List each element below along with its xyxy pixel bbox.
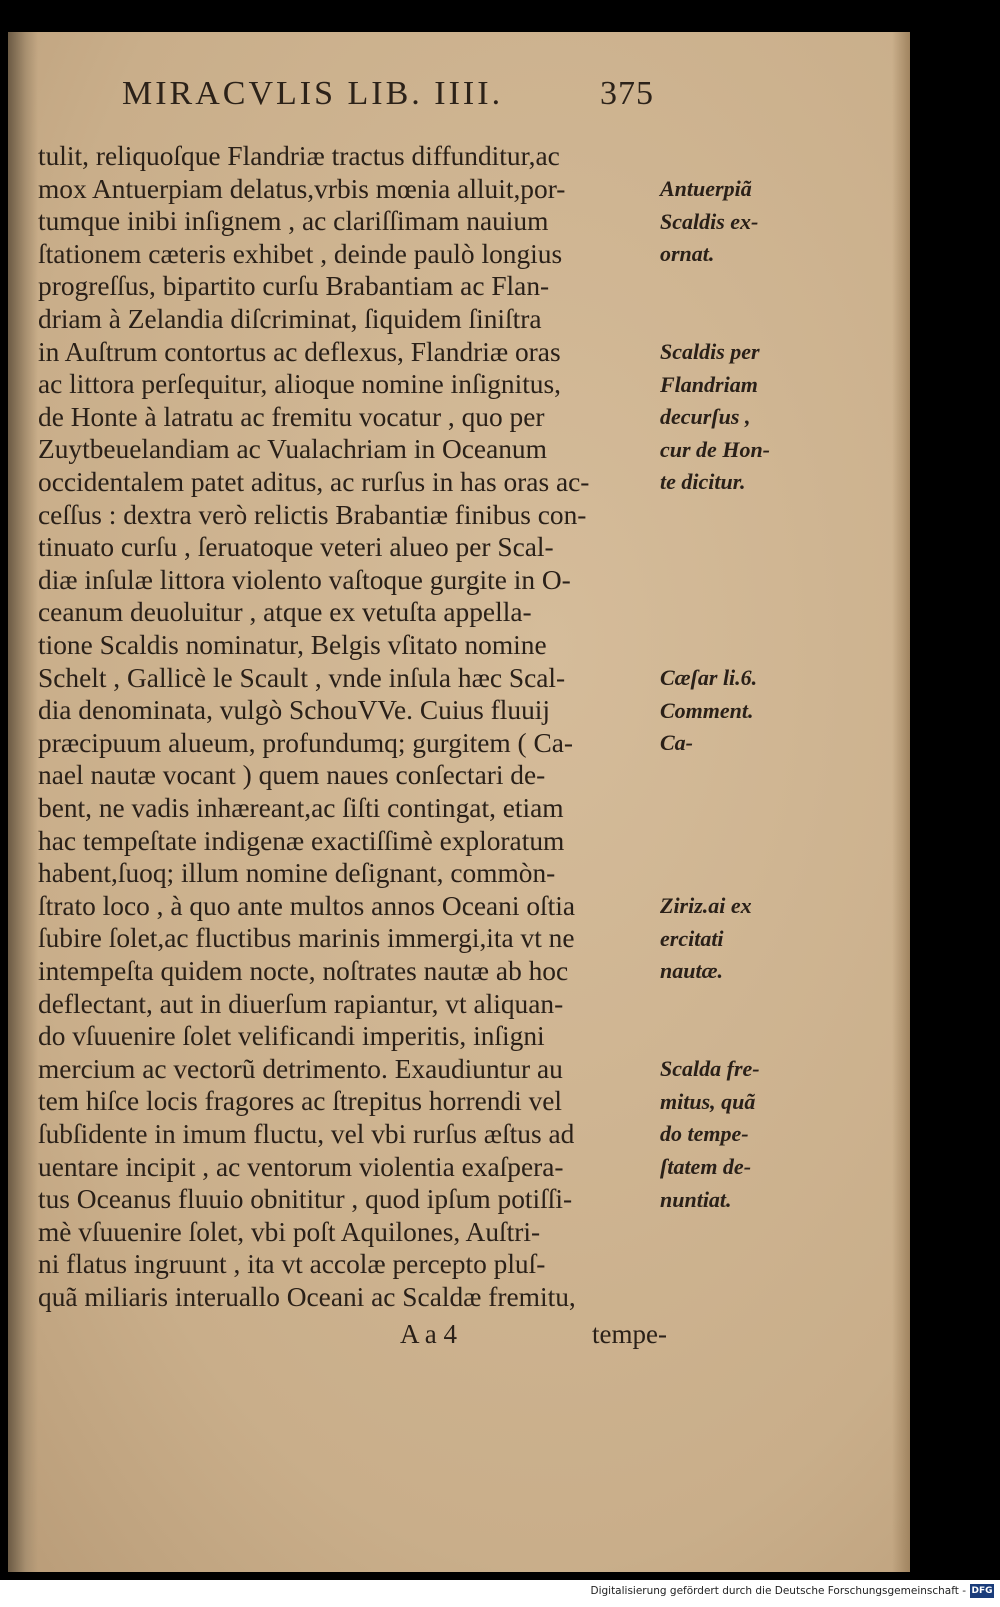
margin-note: cur de Hon- [660, 436, 770, 462]
digitization-footer [0, 1580, 1000, 1607]
margin-note: Scaldis ex- [660, 208, 759, 234]
text-line: de Honte à latratu ac fremitu vocatur , quo per [38, 401, 545, 432]
text-line: tione Scaldis nominatur, Belgis vſitato nomine [38, 630, 547, 660]
text-line: bent, ne vadis inhæreant,ac ſiſti contingat, etiam [38, 793, 564, 823]
text-line: dia denominata, vulgò SchouVVe. Cuius fluuij [38, 695, 550, 726]
text-line: mox Antuerpiam delatus,vrbis mœnia alluit,por- [38, 173, 566, 204]
text-line: uentare incipit , ac ventorum violentia exaſpera- [38, 1151, 564, 1182]
margin-note: decurſus , [660, 404, 751, 430]
text-line: habent,ſuoq; illum nomine deſignant, commòn- [38, 858, 556, 889]
text-line: præcipuum alueum, profundumq; gurgitem ( Ca- [38, 727, 574, 758]
text-line: ſtrato loco , à quo ante multos annos Oceani oſtia [38, 890, 576, 921]
text-line: tinuato curſu , ſeruatoque veteri alueo per Scal- [38, 532, 554, 563]
margin-note: ercitati [660, 925, 724, 951]
running-head-title: MIRACVLIS LIB. IIII. [122, 75, 504, 112]
text-line: ni flatus ingruunt , ita vt accolæ percepto pluſ- [38, 1249, 546, 1280]
signature-mark: A a 4 [400, 1319, 457, 1349]
page-gutter-shadow [8, 32, 38, 1572]
text-line: ſtationem cæteris exhibet , deinde paulò longius [38, 238, 563, 269]
text-line: do vſuuenire ſolet velificandi imperitis, inſigni [38, 1021, 545, 1052]
margin-note: nautæ. [660, 958, 723, 984]
text-line: mercium ac vectorũ detrimento. Exaudiuntur au [38, 1053, 563, 1084]
dfg-logo-icon: DFG [971, 1586, 993, 1596]
margin-note: Scaldis per [660, 339, 760, 364]
catchword: tempe- [592, 1319, 667, 1349]
text-line: driam à Zelandia diſcriminat, ſiquidem ſiniſtra [38, 304, 542, 334]
margin-note: Antuerpiã [660, 176, 752, 201]
text-line: tulit, reliquoſque Flandriæ tractus diffunditur,ac [38, 141, 560, 171]
margin-note: Ca- [660, 730, 693, 756]
text-line: Zuytbeuelandiam ac Vualachriam in Oceanum [38, 434, 547, 465]
text-line: quã miliaris interuallo Oceani ac Scaldæ fremitu, [38, 1282, 576, 1312]
text-line: ſubire ſolet,ac fluctibus marinis immergi,ita vt ne [38, 923, 575, 954]
text-line: intempeſta quidem nocte, noſtrates nautæ ab hoc [38, 956, 569, 986]
margin-note: Cæſar li.6. [660, 665, 758, 690]
margin-note: Ziriz.ai ex [660, 893, 752, 919]
text-line: in Auſtrum contortus ac deflexus, Flandriæ oras [38, 336, 561, 367]
margin-note: nuntiat. [660, 1186, 732, 1212]
page-number: 375 [600, 75, 654, 112]
text-line: diæ inſulæ littora violento vaſtoque gurgite in O- [38, 564, 571, 595]
margin-note: Flandriam [660, 371, 758, 397]
text-line: tus Oceanus fluuio obnititur , quod ipſum potiſſi- [38, 1184, 573, 1215]
text-line: ceanum deuoluitur , atque ex vetuſta appella- [38, 597, 532, 628]
text-line: deflectant, aut in diuerſum rapiantur, vt aliquan- [38, 988, 564, 1019]
text-line: ceſſus : dextra verò relictis Brabantiæ finibus con- [38, 499, 587, 530]
text-line: mè vſuuenire ſolet, vbi poſt Aquilones, Auſtri- [38, 1216, 541, 1247]
margin-note: te dicitur. [660, 469, 746, 495]
text-line: tem hiſce locis fragores ac ſtrepitus horrendi vel [38, 1086, 563, 1117]
margin-note: ornat. [660, 241, 715, 267]
margin-note: do tempe- [660, 1121, 749, 1147]
text-line: Schelt , Gallicè le Scault , vnde inſula hæc Scal- [38, 662, 566, 693]
text-line: nael nautæ vocant ) quem naues conſectari de- [38, 760, 546, 791]
footer-credit: Digitalisierung gefördert durch die Deutsche Forschungsgemeinschaft - [590, 1585, 966, 1597]
margin-note: Scalda fre- [660, 1056, 760, 1082]
text-line: tumque inibi inſignem , ac clariſſimam nauium [38, 206, 549, 237]
margin-note: Comment. [660, 697, 754, 723]
text-line: occidentalem patet aditus, ac rurſus in has oras ac- [38, 467, 590, 497]
text-line: hac tempeſtate indigenæ exactiſſimè exploratum [38, 825, 565, 856]
margin-note: ſtatem de- [660, 1154, 752, 1179]
text-line: ac littora perſequitur, alioque nomine inſignitus, [38, 369, 562, 400]
text-line: ſubſidente in imum fluctu, vel vbi rurſus æſtus ad [38, 1119, 575, 1149]
text-line: progreſſus, bipartito curſu Brabantiam ac Flan- [38, 271, 550, 302]
margin-note: mitus, quã [660, 1088, 756, 1114]
page-edge-shadow [892, 32, 910, 1572]
